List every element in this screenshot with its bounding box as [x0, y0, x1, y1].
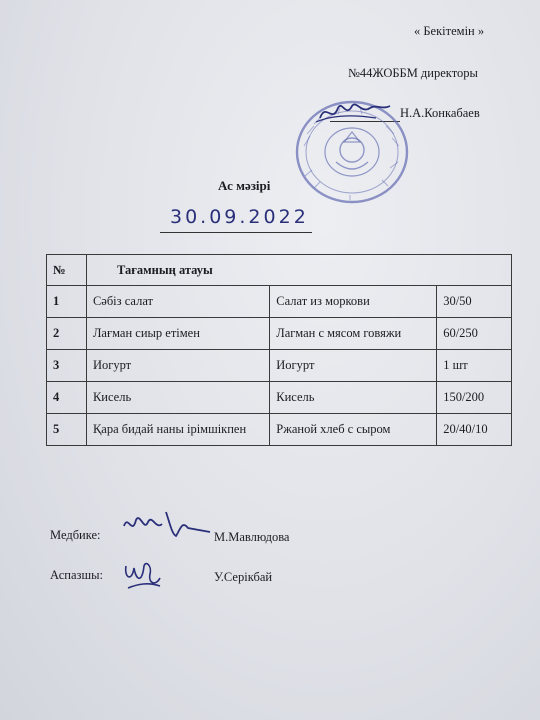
date-underline [160, 232, 312, 233]
menu-title: Ас мәзірі [218, 178, 271, 193]
dish-portion: 20/40/10 [437, 414, 512, 446]
table-row [47, 350, 512, 382]
dish-name-kazakh: Кисель [86, 382, 269, 414]
table-row [47, 382, 512, 414]
row-number: 4 [47, 382, 87, 414]
dish-portion: 30/50 [437, 286, 512, 318]
dish-name-russian: Кисель [270, 382, 437, 414]
cook-name: У.Серікбай [214, 570, 273, 584]
table-row [47, 286, 512, 318]
official-stamp [290, 96, 410, 204]
dish-name-kazakh: Иогурт [86, 350, 269, 382]
dish-portion: 150/200 [437, 382, 512, 414]
dish-name-russian: Салат из моркови [270, 286, 437, 318]
dish-name-kazakh: Қара бидай наны ірімшікпен [86, 414, 269, 446]
header-dish-name: Тағамның атауы [86, 255, 511, 286]
dish-name-russian: Лагман с мясом говяжи [270, 318, 437, 350]
dish-name-russian: Иогурт [270, 350, 437, 382]
dish-portion: 1 шт [437, 350, 512, 382]
dish-portion: 60/250 [437, 318, 512, 350]
row-number: 2 [47, 318, 87, 350]
director-position: №44ЖОББМ директоры [348, 66, 478, 80]
nurse-name: М.Мавлюдова [214, 530, 290, 544]
nurse-label: Медбике: [50, 528, 101, 542]
director-name: Н.А.Конкабаев [400, 106, 480, 120]
table-row [47, 318, 512, 350]
cook-signature [120, 556, 166, 596]
dish-name-kazakh: Лағман сиыр етімен [86, 318, 269, 350]
row-number: 5 [47, 414, 87, 446]
row-number: 3 [47, 350, 87, 382]
handwritten-date: 30.09.2022 [170, 206, 309, 228]
dish-name-russian: Ржаной хлеб с сыром [270, 414, 437, 446]
nurse-signature [118, 506, 214, 548]
approval-heading: « Бекітемін » [414, 24, 485, 38]
cook-label: Аспазшы: [50, 568, 103, 582]
row-number: 1 [47, 286, 87, 318]
table-row [47, 414, 512, 446]
menu-table [46, 254, 512, 446]
dish-name-kazakh: Сәбіз салат [86, 286, 269, 318]
header-number: № [47, 255, 87, 286]
table-header-row [47, 255, 512, 286]
